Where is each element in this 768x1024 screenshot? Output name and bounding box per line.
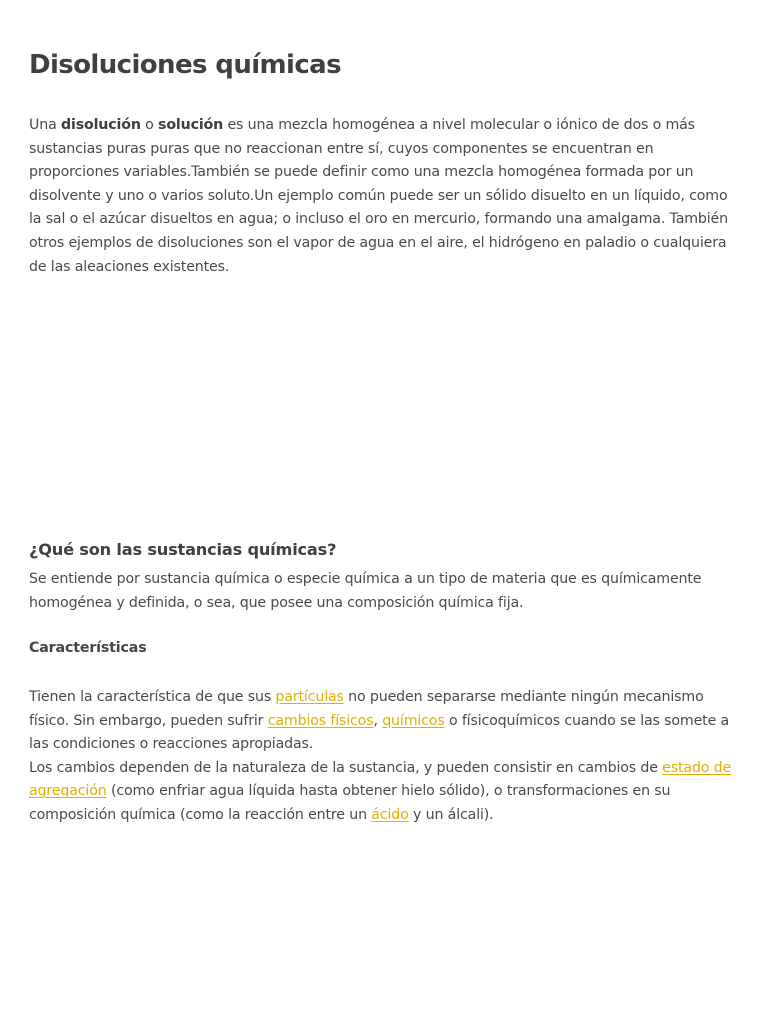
definition-paragraph: Se entiende por sustancia química o especie química a un tipo de materia que es químicamente homogénea y definida, o sea, que posee una composición química fija. (29, 571, 702, 611)
intro-text: Una (29, 117, 61, 133)
link-estado-de-agregacion[interactable]: estado de agregación (29, 759, 732, 800)
link-particulas[interactable]: partículas (275, 689, 344, 705)
term-disolucion: disolución (60, 117, 141, 133)
paragraph-text: , (373, 712, 383, 729)
paragraph-text: no pueden separarse mediante ningún mecanismo físico. Sin embargo, pueden sufrir (29, 689, 704, 729)
intro-text: es una mezcla homogénea a nivel molecular o iónico de dos o más sustancias puras puras que no reaccionan entre sí, cuyos componentes se encuentran en proporciones variables.También se puede definir como una mezcla homogénea formada por un disolvente y uno o varios soluto.Un ejemplo común puede ser un sólido disuelto en un líquido, como la sal o el azúcar disueltos en agua; o incluso el oro en mercurio, formando una amalgama. También otros ejemplos de disoluciones son el vapor de agua en el aire, el hidrógeno en paladio o cualquiera de las aleaciones existentes. (29, 117, 728, 275)
paragraph-text: y un álcali). (408, 806, 494, 823)
link-acido[interactable]: ácido (371, 806, 409, 823)
paragraph-text: o físicoquímicos cuando se las somete a las condiciones o reacciones apropiadas. (29, 712, 730, 753)
link-quimicos[interactable]: químicos (382, 712, 445, 729)
term-solucion: solución (158, 117, 224, 133)
intro-paragraph (29, 114, 741, 279)
intro-text: o (140, 117, 159, 133)
paragraph-text: Tienen la característica de que sus (29, 689, 276, 705)
section-heading: ¿Qué son las sustancias químicas? (29, 540, 337, 559)
paragraph-text: (como enfriar agua líquida hasta obtener hielo sólido), o transformaciones en su composición química (como la reacción entre un (29, 783, 671, 823)
paragraph-text: Los cambios dependen de la naturaleza de la sustancia, y pueden consistir en cambios de (29, 759, 663, 776)
characteristics-heading: Características (29, 640, 147, 656)
characteristics-text (29, 686, 741, 828)
page-title: Disoluciones químicas (29, 50, 341, 80)
link-cambios-fisicos[interactable]: cambios físicos (267, 712, 374, 729)
